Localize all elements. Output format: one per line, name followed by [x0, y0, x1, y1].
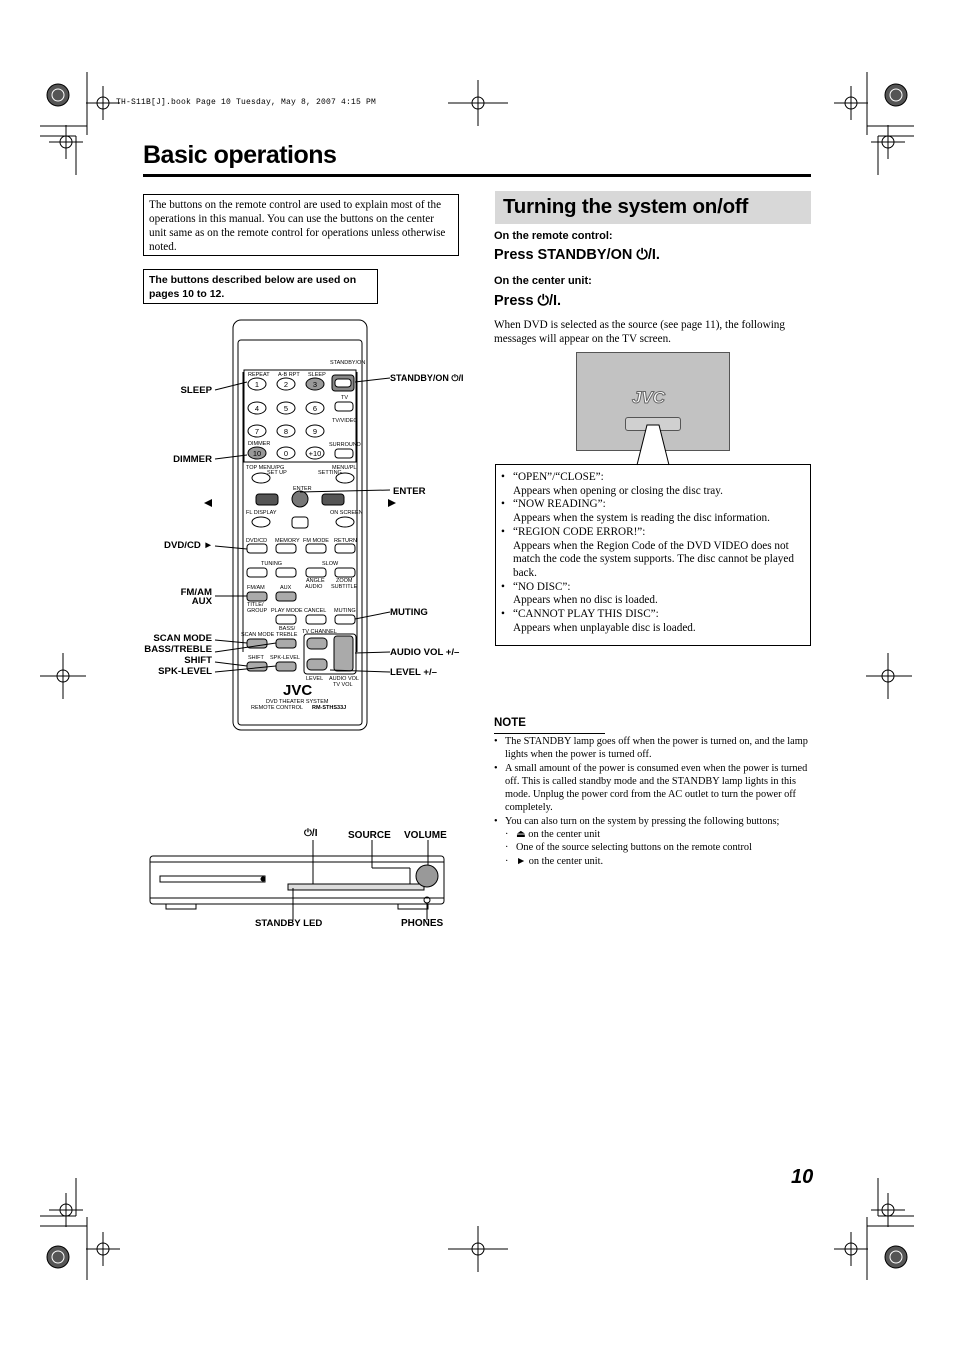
svg-text:RETURN: RETURN	[334, 538, 357, 544]
svg-text:ON SCREEN: ON SCREEN	[330, 510, 363, 516]
svg-text:SHIFT: SHIFT	[248, 655, 264, 661]
title-rule	[143, 174, 811, 177]
svg-text:REPEAT: REPEAT	[248, 372, 270, 378]
callout-pointer	[635, 420, 675, 466]
callout-muting: MUTING	[390, 607, 428, 618]
center-unit-illustration	[148, 840, 458, 920]
callout-unit-power: ⏻/I	[304, 828, 318, 839]
svg-text:REMOTE CONTROL: REMOTE CONTROL	[251, 705, 303, 711]
scope-note-box	[143, 269, 378, 304]
list-item: • “NO DISC”: Appears when no disc is loaded.	[501, 580, 658, 607]
callout-sleep: SLEEP	[180, 385, 212, 396]
list-item: • “NOW READING”: Appears when the system is reading the disc information.	[501, 498, 770, 525]
unit-subhead: On the center unit:	[494, 275, 592, 287]
callout-unit-volume: VOLUME	[404, 830, 447, 841]
callout-audio-vol: AUDIO VOL +/–	[390, 647, 460, 658]
svg-text:ANGLE: ANGLE	[306, 578, 325, 584]
svg-text:8: 8	[283, 427, 289, 436]
svg-text:0: 0	[283, 449, 289, 458]
svg-text:ZOOM: ZOOM	[336, 578, 353, 584]
svg-text:SETTING: SETTING	[318, 470, 342, 476]
svg-text:6: 6	[312, 404, 318, 413]
callout-dvd-cd: DVD/CD ►	[164, 540, 213, 551]
callout-standby-on: STANDBY/ON ⏻/I	[390, 373, 464, 383]
svg-text:TOP MENU/PG: TOP MENU/PG	[246, 465, 285, 471]
note-heading: NOTE	[494, 717, 526, 729]
svg-text:4: 4	[254, 404, 260, 413]
remote-action: Press STANDBY/ON ⏻/I.	[494, 247, 660, 263]
svg-text:SET UP: SET UP	[267, 470, 287, 476]
page-number: 10	[791, 1166, 814, 1188]
callout-unit-source: SOURCE	[348, 830, 391, 841]
svg-text:10: 10	[252, 449, 262, 458]
list-item: • A small amount of the power is consumed even when the power is turned off. This is called standby mode and the STANDBY lamp lights in this mode. Unplug the power cord from the AC outlet to turn the power off completely.	[494, 762, 808, 814]
svg-text:FM MODE: FM MODE	[303, 538, 329, 544]
svg-text:FL DISPLAY: FL DISPLAY	[246, 510, 277, 516]
callout-dimmer: DIMMER	[173, 454, 212, 465]
svg-text:ENTER: ENTER	[293, 486, 312, 492]
list-item: • “CANNOT PLAY THIS DISC”: Appears when unplayable disc is loaded.	[501, 608, 696, 634]
svg-text:+10: +10	[308, 449, 322, 458]
svg-text:AUDIO VOL: AUDIO VOL	[329, 676, 359, 682]
svg-text:SCAN MODE: SCAN MODE	[241, 632, 275, 638]
file-header: TH-S11B[J].book Page 10 Tuesday, May 8, 2007 4:15 PM	[116, 98, 377, 107]
messages-list	[501, 471, 801, 635]
svg-text:9: 9	[312, 427, 318, 436]
remote-standby-label: STANDBY/ON	[330, 360, 366, 366]
svg-text:SLOW: SLOW	[322, 561, 339, 567]
svg-text:BASS/: BASS/	[279, 626, 296, 632]
svg-text:TITLE/: TITLE/	[247, 602, 264, 608]
svg-text:TREBLE: TREBLE	[276, 632, 298, 638]
tv-jvc-logo: JVC	[632, 388, 666, 407]
callout-bass-treble: BASS/TREBLE	[144, 644, 212, 655]
scope-note-text: The buttons described below are used on pages 10 to 12.	[149, 274, 357, 300]
list-item: • The STANDBY lamp goes off when the power is turned on, and the lamp lights when the power is turned off.	[494, 736, 808, 761]
svg-text:SUBTITLE: SUBTITLE	[331, 584, 358, 590]
svg-text:CANCEL: CANCEL	[304, 608, 327, 614]
callout-spk-level: SPK-LEVEL	[158, 666, 212, 677]
list-item: • You can also turn on the system by pressing the following buttons;	[494, 815, 780, 827]
callout-level: LEVEL +/–	[390, 667, 438, 678]
svg-text:GROUP: GROUP	[247, 608, 268, 614]
svg-text:MUTING: MUTING	[334, 608, 356, 614]
list-subitem: · One of the source selecting buttons on the remote control	[505, 842, 752, 854]
svg-text:PLAY MODE: PLAY MODE	[271, 608, 303, 614]
svg-text:7: 7	[254, 427, 260, 436]
list-item: • “OPEN”/“CLOSE”: Appears when opening or closing the disc tray.	[501, 471, 723, 497]
list-item: • “REGION CODE ERROR!”: Appears when the Region Code of the DVD VIDEO does not match the code the system supports. The disc cannot be played back.	[501, 525, 794, 579]
svg-text:DVD THEATER SYSTEM: DVD THEATER SYSTEM	[266, 699, 329, 705]
svg-text:RM-STHS33J: RM-STHS33J	[312, 705, 347, 711]
svg-text:2: 2	[283, 380, 289, 389]
unit-action: Press ⏻/I.	[494, 293, 562, 309]
svg-text:SURROUND: SURROUND	[329, 442, 361, 448]
svg-text:TV/VIDEO: TV/VIDEO	[332, 418, 358, 424]
callout-fm-am: FM/AM	[180, 587, 212, 598]
svg-text:SPK-LEVEL: SPK-LEVEL	[270, 655, 300, 661]
intro-box	[143, 194, 459, 256]
section-title: Turning the system on/off	[503, 195, 749, 218]
remote-subhead: On the remote control:	[494, 230, 613, 242]
list-subitem: · ⏏ on the center unit	[505, 829, 601, 841]
svg-text:TV VOL: TV VOL	[333, 682, 353, 688]
svg-text:3: 3	[312, 380, 318, 389]
callout-aux: AUX	[191, 596, 212, 607]
svg-text:FM/AM: FM/AM	[247, 585, 265, 591]
svg-text:TV CHANNEL: TV CHANNEL	[302, 629, 337, 635]
note-list	[494, 735, 812, 868]
svg-text:MEMORY: MEMORY	[275, 538, 300, 544]
svg-text:A-B RPT: A-B RPT	[278, 372, 300, 378]
callout-standby-led: STANDBY LED	[255, 918, 323, 929]
svg-text:1: 1	[254, 380, 260, 389]
list-subitem: · ► on the center unit.	[505, 855, 604, 867]
note-rule	[494, 733, 605, 734]
dvd-paragraph: When DVD is selected as the source (see page 11), the following messages will appear on the TV screen.	[494, 319, 785, 345]
intro-text: The buttons on the remote control are used to explain most of the operations in this manual. You can use the buttons on the center unit same as on the remote control for operations unless otherwise noted.	[149, 199, 446, 253]
callout-scan-mode: SCAN MODE	[153, 633, 212, 644]
svg-text:TUNING: TUNING	[261, 561, 283, 567]
svg-text:SLEEP: SLEEP	[308, 372, 326, 378]
remote-jvc-logo: JVC	[283, 682, 313, 699]
svg-text:LEVEL: LEVEL	[306, 676, 324, 682]
page-title: Basic operations	[143, 141, 337, 169]
svg-text:5: 5	[283, 404, 289, 413]
svg-text:AUX: AUX	[280, 585, 292, 591]
callout-enter: ENTER	[393, 486, 426, 497]
svg-text:MENU/PL: MENU/PL	[332, 465, 357, 471]
svg-text:DVD/CD: DVD/CD	[246, 538, 268, 544]
callout-phones: PHONES	[401, 918, 444, 929]
callout-shift: SHIFT	[184, 655, 212, 666]
svg-text:TV: TV	[341, 395, 349, 401]
svg-text:AUDIO: AUDIO	[305, 584, 323, 590]
svg-text:DIMMER: DIMMER	[248, 441, 271, 447]
